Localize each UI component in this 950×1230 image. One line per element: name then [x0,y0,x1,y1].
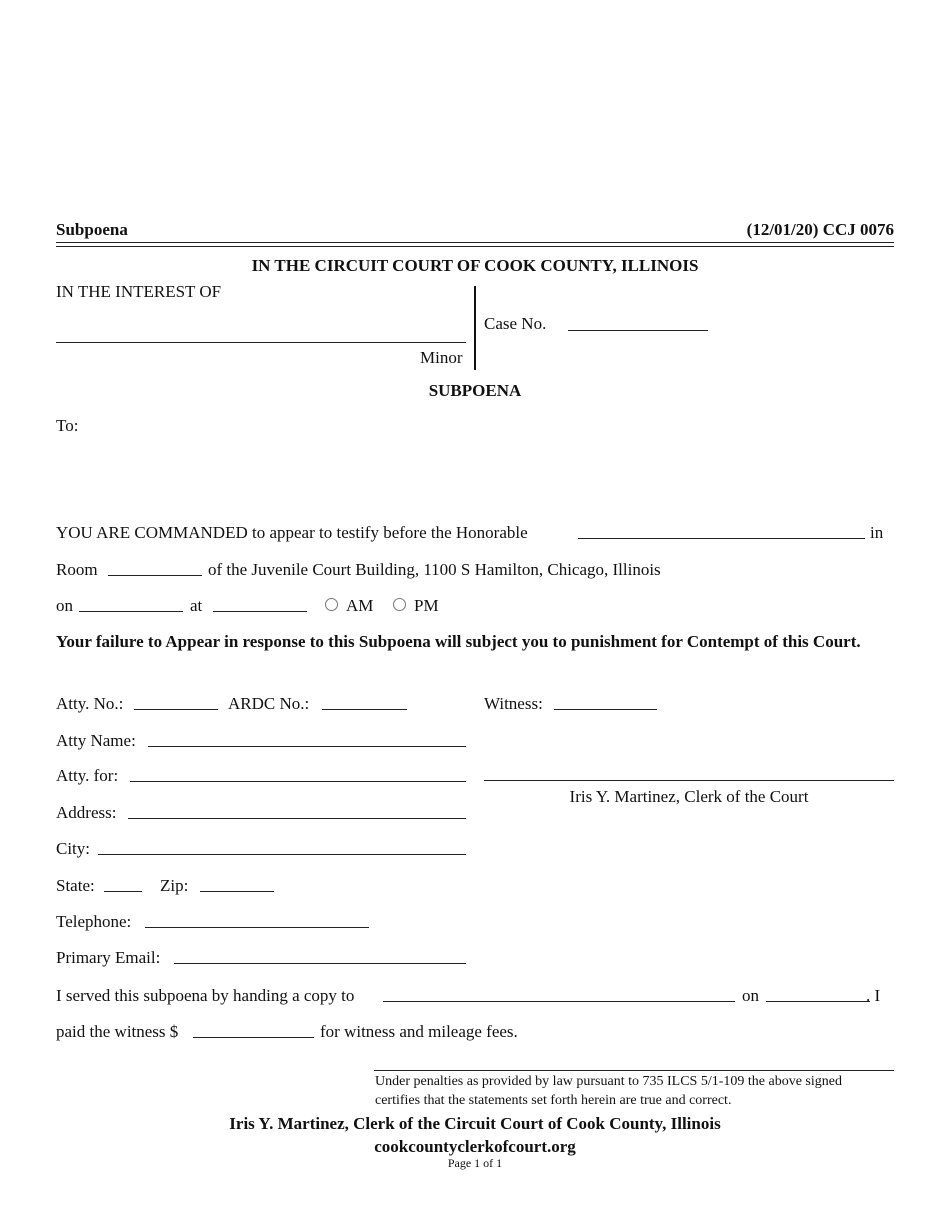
minor-name-field[interactable] [56,326,466,343]
served-date-field[interactable] [766,985,870,1002]
case-no-field[interactable] [568,314,708,331]
certification-line-2: certifies that the statements set forth herein are true and correct. [375,1093,732,1108]
atty-for-field[interactable] [130,765,466,782]
witness-label: Witness: [484,694,543,713]
court-title: IN THE CIRCUIT COURT OF COOK COUNTY, ILLINOIS [251,256,699,275]
date-field[interactable] [79,595,183,612]
atty-no-field[interactable] [134,693,218,710]
caption-divider [474,286,476,370]
atty-for-label: Atty. for: [56,766,119,785]
time-field[interactable] [213,595,307,612]
am-label: AM [346,596,374,615]
interest-of-label: IN THE INTEREST OF [56,282,222,301]
footer-website: cookcountyclerkofcourt.org [374,1137,576,1156]
telephone-label: Telephone: [56,912,132,931]
witness-field[interactable] [554,693,657,710]
doc-title: SUBPOENA [428,381,522,400]
room-field[interactable] [108,559,202,576]
served-on-label: on [742,986,759,1005]
case-no-label: Case No. [484,314,547,333]
zip-label: Zip: [160,876,189,895]
on-label: on [56,596,73,615]
ardc-label: ARDC No.: [228,694,310,713]
to-label: To: [56,416,79,435]
clerk-signature-label: Iris Y. Martinez, Clerk of the Court [569,787,809,806]
paid-amount-field[interactable] [193,1021,314,1038]
server-signature-field[interactable] [374,1054,894,1071]
city-label: City: [56,839,91,858]
footer-clerk: Iris Y. Martinez, Clerk of the Circuit Court of Cook County, Illinois [229,1114,721,1133]
atty-name-field[interactable] [148,730,466,747]
judge-name-field[interactable] [578,522,865,539]
command-in: in [870,523,884,542]
fees-text: for witness and mileage fees. [320,1022,518,1041]
state-field[interactable] [104,875,142,892]
am-radio[interactable] [325,598,338,611]
at-label: at [190,596,203,615]
atty-name-label: Atty Name: [56,731,136,750]
address-label: Address: [56,803,117,822]
clerk-signature-field[interactable] [484,764,894,781]
command-text: YOU ARE COMMANDED to appear to testify before the Honorable [56,523,528,542]
state-label: State: [56,876,95,895]
form-name: Subpoena [56,220,128,239]
pm-label: PM [414,596,439,615]
email-field[interactable] [174,947,466,964]
telephone-field[interactable] [145,911,369,928]
address-field[interactable] [128,802,466,819]
header-divider [56,242,894,247]
ardc-field[interactable] [322,693,407,710]
page-number: Page 1 of 1 [447,1156,503,1170]
served-end-text: . I [866,986,881,1005]
pm-radio[interactable] [393,598,406,611]
certification-line-1: Under penalties as provided by law pursuant to 735 ILCS 5/1-109 the above signed [375,1074,842,1089]
served-text: I served this subpoena by handing a copy to [56,986,355,1005]
minor-label: Minor [420,348,463,367]
room-label: Room [56,560,98,579]
form-code: (12/01/20) CCJ 0076 [746,220,894,239]
atty-no-label: Atty. No.: [56,694,124,713]
paid-text: paid the witness $ [56,1022,179,1041]
room-rest: of the Juvenile Court Building, 1100 S Hamilton, Chicago, Illinois [208,560,661,579]
served-person-field[interactable] [383,985,735,1002]
email-label: Primary Email: [56,948,161,967]
zip-field[interactable] [200,875,274,892]
contempt-warning: Your failure to Appear in response to this Subpoena will subject you to punishment for Contempt of this Court. [56,632,861,651]
city-field[interactable] [98,838,466,855]
